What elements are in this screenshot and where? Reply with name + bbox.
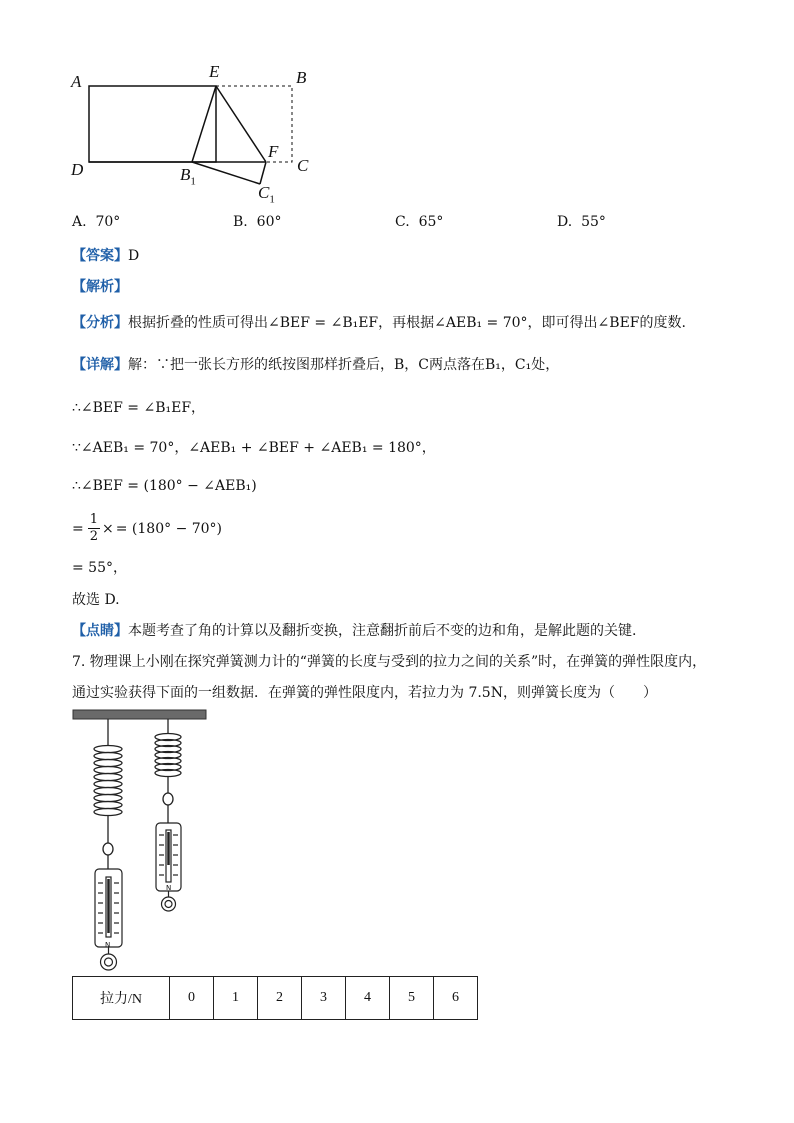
table-cell: 5 <box>390 977 434 1020</box>
label-c1: $C_1$ <box>258 183 275 206</box>
label-b1: $B_1$ <box>180 165 196 188</box>
table-cell: 2 <box>258 977 302 1020</box>
option-c[interactable]: C. 65° <box>395 214 444 230</box>
option-b[interactable]: B. 60° <box>233 214 282 230</box>
segment-b1c1 <box>192 162 260 184</box>
table-cell: 0 <box>170 977 214 1020</box>
analysis-heading: 【解析】 <box>72 279 128 295</box>
option-d[interactable]: D. 55° <box>557 214 606 230</box>
xiangjie-line: 【详解】解：∵把一张长方形的纸按图那样折叠后，B，C两点落在B₁，C₁处， <box>72 357 560 373</box>
answer-line: 【答案】D <box>72 248 140 264</box>
step-5: = 55°， <box>72 560 127 576</box>
dashed-fold-outline <box>216 86 292 162</box>
step-6: 故选 D. <box>72 592 120 608</box>
fenxi-line: 【分析】根据折叠的性质可得出∠BEF = ∠B₁EF，再根据∠AEB₁ = 70°，即可得出∠BEF的度数. <box>72 315 686 331</box>
segment-eb1 <box>192 86 216 162</box>
support-bar <box>73 710 206 719</box>
left-scale <box>95 869 122 970</box>
fraction-one-half: $\frac{1}{2}$ <box>89 512 99 544</box>
label-b: B <box>296 68 307 87</box>
segment-ef <box>216 86 266 162</box>
q7-line2: 通过实验获得下面的一组数据．在弹簧的弹性限度内，若拉力为 7.5N，则弹簧长度为（ ） <box>72 685 657 701</box>
right-scale <box>156 823 181 911</box>
right-scale-unit: N <box>166 884 172 892</box>
left-spring <box>94 719 122 869</box>
dianjing-line: 【点睛】本题考查了角的计算以及翻折变换，注意翻折前后不变的边和角，是解此题的关键. <box>72 623 637 639</box>
force-table <box>72 976 478 1020</box>
table-cell: 6 <box>434 977 478 1020</box>
right-spring <box>155 719 181 823</box>
label-c: C <box>297 156 309 175</box>
step-4: = $\frac{1}{2}$ × = (180° − 70°) <box>72 512 223 544</box>
step-2: ∵∠AEB₁ = 70°，∠AEB₁ + ∠BEF + ∠AEB₁ = 180°， <box>72 440 436 456</box>
left-scale-unit: N <box>105 941 111 949</box>
segment-c1f <box>260 162 266 184</box>
table-cell: 1 <box>214 977 258 1020</box>
label-d: D <box>71 160 84 179</box>
option-a[interactable]: A. 70° <box>72 214 121 230</box>
table-cell: 4 <box>346 977 390 1020</box>
table-header-cell: 拉力/N <box>73 977 170 1020</box>
table-cell: 3 <box>302 977 346 1020</box>
q7-line1: 7. 物理课上小刚在探究弹簧测力计的“弹簧的长度与受到的拉力之间的关系”时，在弹簧的弹性限度内， <box>72 654 707 670</box>
label-e: E <box>209 62 220 81</box>
step-1: ∴∠BEF = ∠B₁EF， <box>72 400 206 416</box>
label-a: A <box>71 72 82 91</box>
label-f: F <box>268 142 279 161</box>
rectangle-aefd <box>89 86 216 162</box>
table-row <box>73 977 478 1020</box>
step-3: ∴∠BEF = (180° − ∠AEB₁) <box>72 478 257 494</box>
spring-scale-illustration <box>70 705 215 975</box>
